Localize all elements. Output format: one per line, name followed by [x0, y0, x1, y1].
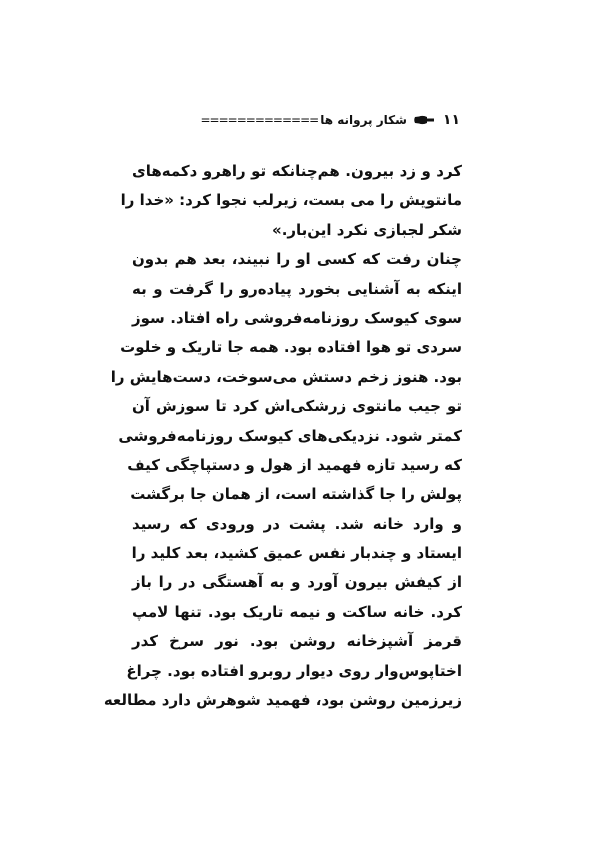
text-line: زیرزمین روشن بود، فهمید شوهرش دارد مطالعه — [103, 691, 462, 710]
running-header — [140, 110, 460, 130]
book-title: شکار پروانه ها — [320, 113, 407, 127]
text-line: اختاپوس‌وار روی دیوار روبرو افتاده بود. چراغ — [126, 661, 462, 680]
text-line: از کیفش بیرون آورد و به آهستگی در را باز — [132, 573, 462, 592]
text-line: اینکه به آشنایی بخورد پیاده‌رو را گرفت و به — [132, 279, 462, 298]
header-rule: ============= — [200, 113, 319, 127]
text-line: کرد. خانه ساکت و نیمه تاریک بود. تنها لامپ — [132, 602, 462, 621]
text-line: مانتویش را می بست، زیرلب نجوا کرد: «خدا را — [120, 191, 462, 210]
text-line: کمتر شود. نزدیکی‌های کیوسک روزنامه‌فروشی — [118, 426, 462, 445]
text-line: کرد و زد بیرون. هم‌چنانکه تو راهرو دکمه‌های — [132, 162, 462, 180]
body-text — [103, 157, 462, 715]
text-line: و وارد خانه شد. پشت در ورودی که رسید — [132, 514, 462, 533]
text-line: پولش را جا گذاشته است، از همان جا برگشت — [130, 485, 462, 504]
page-number: ۱۱ — [442, 112, 460, 128]
pointing-hand-icon — [413, 114, 435, 126]
text-line: بود. هنوز زخم دستش می‌سوخت، دست‌هایش را — [110, 367, 462, 386]
text-line: سوی کیوسک روزنامه‌فروشی راه افتاد. سوز — [132, 308, 462, 327]
text-line: تو جیب مانتوی زرشکی‌اش کرد تا سوزش آن — [132, 397, 462, 416]
text-line: قرمز آشپزخانه روشن بود. نور سرخ کدر — [132, 632, 462, 651]
text-line: شکر لجبازی نکرد این‌بار.» — [272, 220, 462, 239]
text-line: که رسید تازه فهمید از هول و دستپاچگی کیف — [127, 455, 462, 474]
text-line: چنان رفت که کسی او را نبیند، بعد هم بدون — [132, 250, 462, 269]
text-line: سردی تو هوا افتاده بود. همه جا تاریک و خلوت — [120, 338, 462, 357]
text-line: ایستاد و چندبار نفس عمیق کشید، بعد کلید را — [131, 544, 462, 563]
